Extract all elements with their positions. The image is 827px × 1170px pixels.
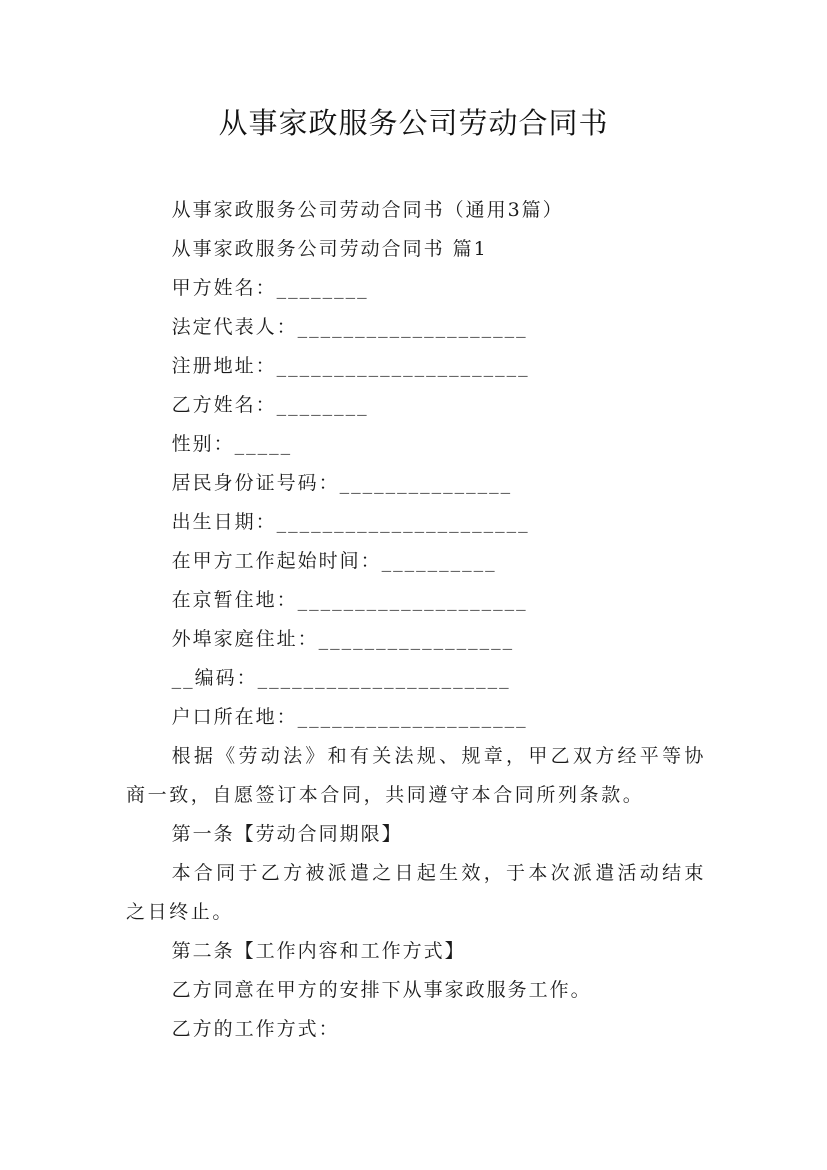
field-temporary-residence: 在京暂住地：____________________ [171, 589, 528, 611]
field-postal-code: __编码：______________________ [171, 667, 511, 689]
article-2-body: 乙方同意在甲方的安排下从事家政服务工作。 [171, 979, 592, 1001]
field-household-registration: 户口所在地：____________________ [171, 706, 528, 728]
paragraph-subtitle: 从事家政服务公司劳动合同书（通用3篇） [171, 199, 564, 221]
field-registered-address: 注册地址：______________________ [171, 355, 530, 377]
field-home-address: 外埠家庭住址：_________________ [171, 628, 515, 650]
field-party-b-name: 乙方姓名：________ [171, 394, 369, 416]
field-legal-representative: 法定代表人：____________________ [171, 316, 528, 338]
document-body [126, 191, 706, 1049]
field-start-time: 在甲方工作起始时间：__________ [171, 550, 497, 572]
paragraph-section-heading: 从事家政服务公司劳动合同书 篇1 [171, 238, 488, 260]
article-1-body: 本合同于乙方被派遣之日起生效，于本次派遣活动结束之日终止。 [126, 862, 706, 923]
field-party-a-name: 甲方姓名：________ [171, 277, 369, 299]
article-2-work-method: 乙方的工作方式： [171, 1018, 340, 1040]
paragraph-preamble: 根据《劳动法》和有关法规、规章，甲乙双方经平等协商一致，自愿签订本合同，共同遵守本合同所列条款。 [126, 745, 706, 806]
article-1-heading: 第一条【劳动合同期限】 [171, 823, 403, 845]
field-id-number: 居民身份证号码：_______________ [171, 472, 513, 494]
document-title: 从事家政服务公司劳动合同书 [218, 106, 609, 140]
field-birth-date: 出生日期：______________________ [171, 511, 530, 533]
article-2-heading: 第二条【工作内容和工作方式】 [171, 940, 466, 962]
field-gender: 性别：_____ [171, 433, 293, 455]
